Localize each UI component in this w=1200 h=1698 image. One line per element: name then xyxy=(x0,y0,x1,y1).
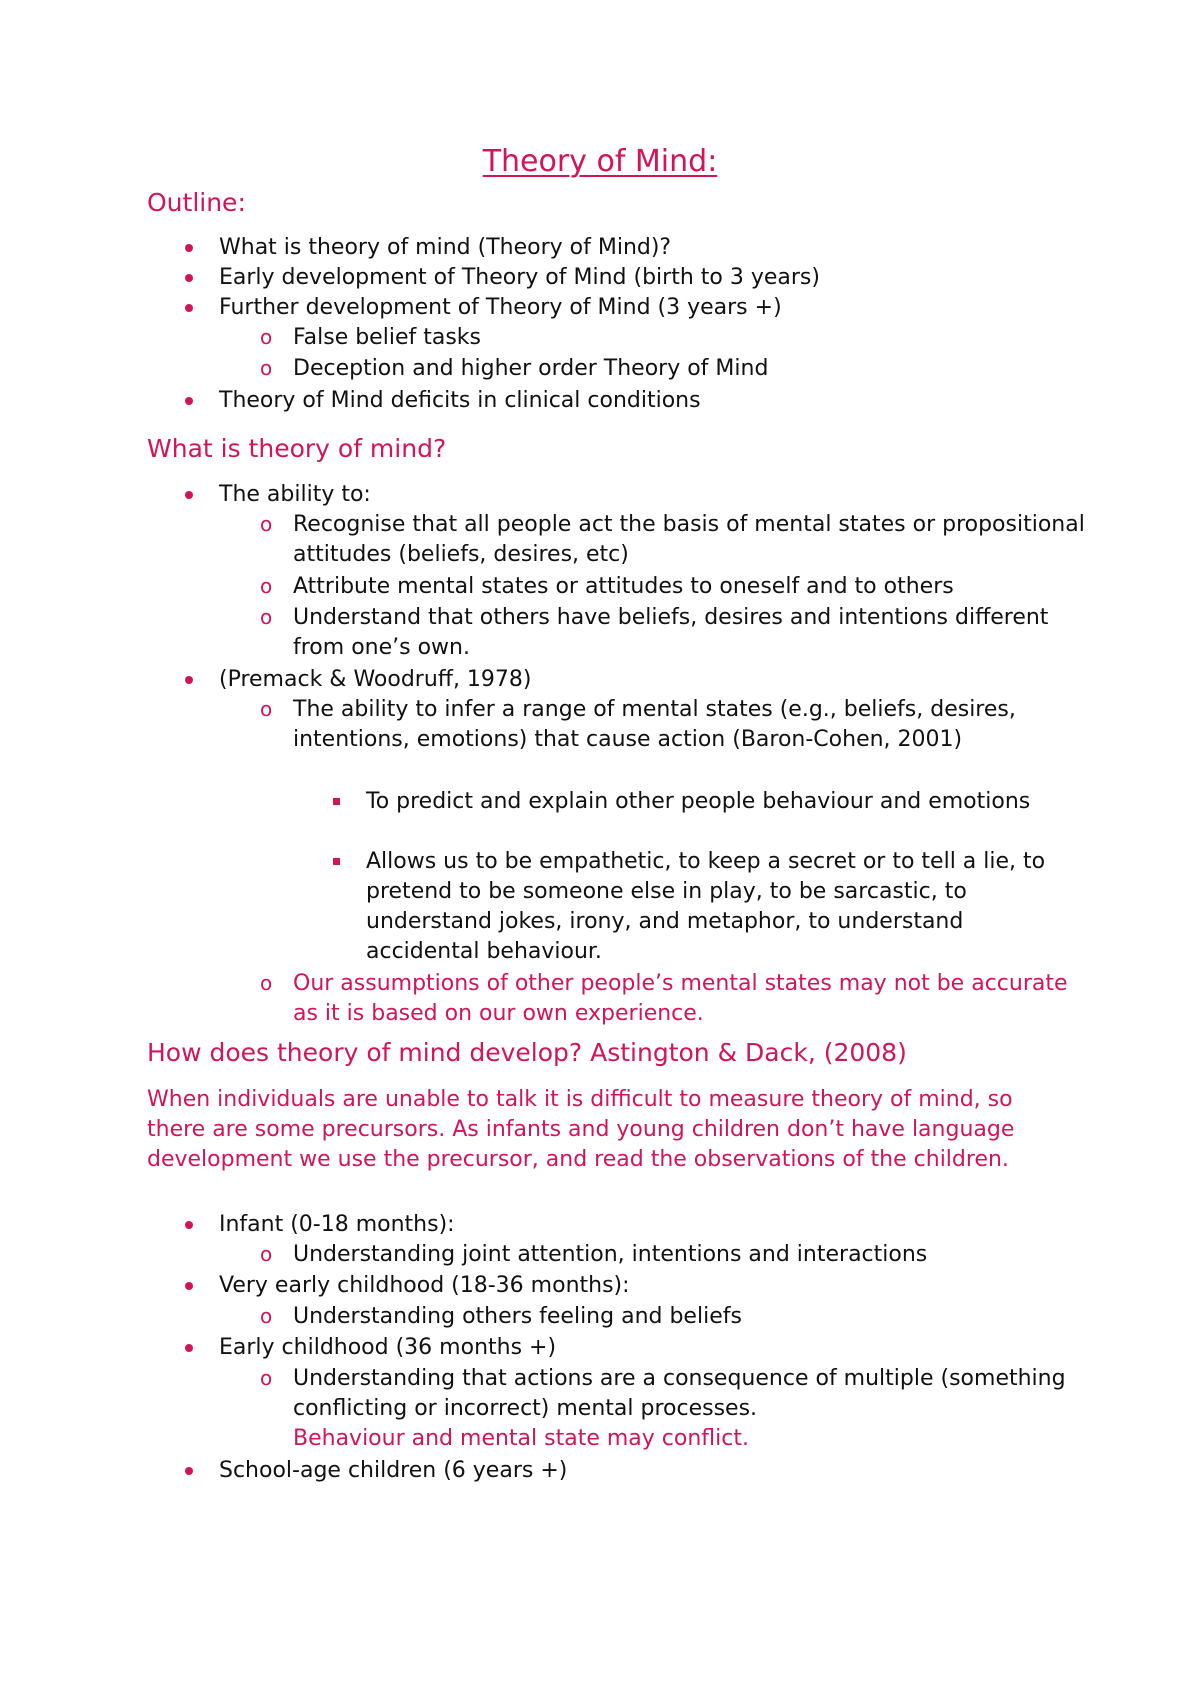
document-title: Theory of Mind: xyxy=(482,144,718,179)
bullet-icon xyxy=(185,1282,193,1290)
list-item: o Our assumptions of other people’s mental states may not be accurate as it is based on our own experience. xyxy=(293,969,1093,1029)
list-item: o Deception and higher order Theory of Mind xyxy=(293,354,1093,384)
list-item: Theory of Mind deficits in clinical conditions xyxy=(219,386,1099,416)
hollow-bullet-icon: o xyxy=(260,325,273,349)
hollow-bullet-icon: o xyxy=(260,697,273,721)
square-bullet-icon xyxy=(333,798,340,805)
list-item: To predict and explain other people behaviour and emotions xyxy=(366,787,1066,817)
bullet-icon xyxy=(185,676,193,684)
list-item: Very early childhood (18-36 months): xyxy=(219,1271,1099,1301)
list-item: Early development of Theory of Mind (birth to 3 years) xyxy=(219,263,1099,293)
bullet-icon xyxy=(185,1344,193,1352)
section-heading: What is theory of mind? xyxy=(147,434,447,463)
hollow-bullet-icon: o xyxy=(260,605,273,629)
bullet-icon xyxy=(185,304,193,312)
list-item: Infant (0-18 months): xyxy=(219,1210,1099,1240)
outline-heading: Outline: xyxy=(147,188,246,217)
section-heading: How does theory of mind develop? Astington & Dack, (2008) xyxy=(147,1038,907,1067)
list-item: o Attribute mental states or attitudes to oneself and to others xyxy=(293,572,1093,602)
list-item: Early childhood (36 months +) xyxy=(219,1333,1099,1363)
list-item: Allows us to be empathetic, to keep a secret or to tell a lie, to pretend to be someone else in play, to be sarcastic, to understand jokes, irony, and metaphor, to understand accidental behaviour. xyxy=(366,847,1066,967)
bullet-icon xyxy=(185,1221,193,1229)
hollow-bullet-icon: o xyxy=(260,356,273,380)
hollow-bullet-icon: o xyxy=(260,512,273,536)
list-item: o False belief tasks xyxy=(293,323,1093,353)
hollow-bullet-icon: o xyxy=(260,1304,273,1328)
bullet-icon xyxy=(185,397,193,405)
list-item: What is theory of mind (Theory of Mind)? xyxy=(219,233,1099,263)
list-item: Further development of Theory of Mind (3 years +) xyxy=(219,293,1099,323)
list-item: o Recognise that all people act the basis of mental states or propositional attitudes (beliefs, desires, etc) xyxy=(293,510,1093,570)
hollow-bullet-icon: o xyxy=(260,971,273,995)
bullet-icon xyxy=(185,244,193,252)
list-item: o The ability to infer a range of mental states (e.g., beliefs, desires, intentions, emotions) that cause action (Baron-Cohen, 2001) xyxy=(293,695,1093,755)
conflict-note: Behaviour and mental state may conflict. xyxy=(293,1426,749,1451)
square-bullet-icon xyxy=(333,858,340,865)
hollow-bullet-icon: o xyxy=(260,574,273,598)
bullet-icon xyxy=(185,1467,193,1475)
list-item: o Understanding joint attention, intentions and interactions xyxy=(293,1240,1093,1270)
list-item: School-age children (6 years +) xyxy=(219,1456,1099,1486)
bullet-icon xyxy=(185,274,193,282)
list-item: o Understanding that actions are a consequence of multiple (something conflicting or incorrect) mental processes. Behaviour and mental state may conflict. xyxy=(293,1364,1093,1454)
bullet-icon xyxy=(185,491,193,499)
hollow-bullet-icon: o xyxy=(260,1242,273,1266)
list-item: o Understanding others feeling and beliefs xyxy=(293,1302,1093,1332)
list-item: o Understand that others have beliefs, desires and intentions different from one’s own. xyxy=(293,603,1093,663)
hollow-bullet-icon: o xyxy=(260,1366,273,1390)
list-item: (Premack & Woodruff, 1978) xyxy=(219,665,1099,695)
list-item: The ability to: xyxy=(219,480,1099,510)
intro-paragraph: When individuals are unable to talk it is difficult to measure theory of mind, so there are some precursors. As infants and young children don’t have language development we use the precursor, and read the observations of the children. xyxy=(147,1087,1015,1172)
